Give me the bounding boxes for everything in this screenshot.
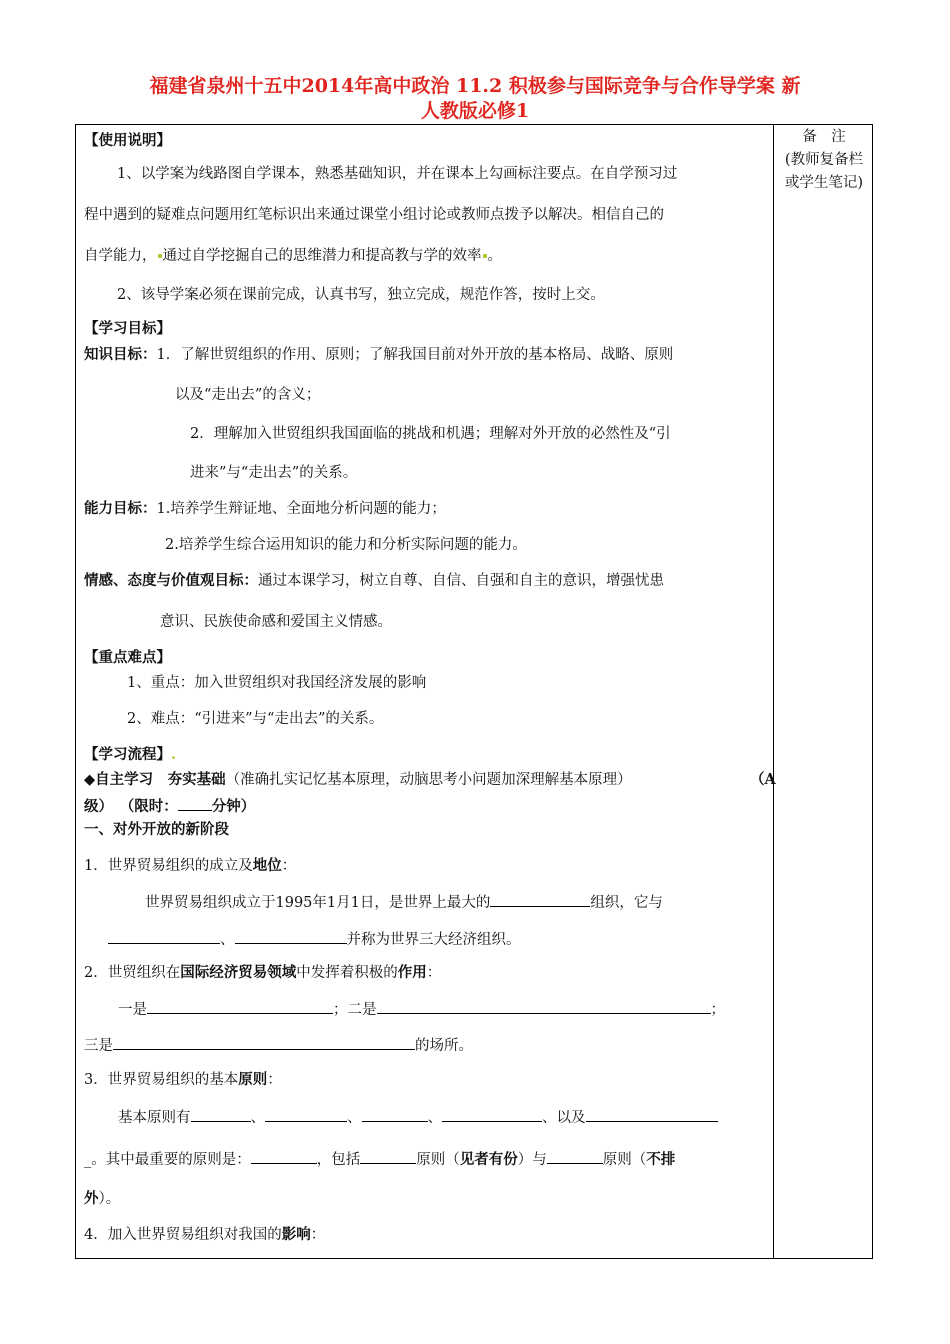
self-study-line [84, 770, 632, 790]
time-limit-line [84, 795, 255, 817]
title-line-1: 福建省泉州十五中2014年高中政治 11.2 积极参与国际竞争与合作导学案 新 [149, 75, 801, 97]
q3-blank-2[interactable] [265, 1106, 347, 1122]
level-a: （A [750, 771, 776, 788]
usage-p1-line3 [84, 246, 502, 266]
q3-heading-a: 3．世界贸易组织的基本 [84, 1072, 239, 1088]
keypoint-1: 1、重点：加入世贸组织对我国经济发展的影响 [127, 675, 427, 691]
q3-line-3-b: ）。 [98, 1191, 121, 1207]
notes-column-divider [773, 124, 774, 1259]
ability-goal-1 [84, 499, 446, 519]
emotion-goal-a [84, 571, 664, 591]
emotion-goal-a-text: 通过本课学习，树立自尊、自信、自强和自主的意识，增强忧患 [258, 573, 664, 589]
q1-line-1-b: 组织，它与 [590, 895, 663, 911]
title-line-2: 人教版必修1 [420, 100, 530, 122]
self-study-label: ◆自主学习 夯实基础 [84, 771, 226, 788]
usage-p1-line3-a: 自学能力， [84, 248, 157, 264]
q2-blank-3[interactable] [113, 1034, 415, 1050]
q3-line-1 [118, 1106, 718, 1128]
q3-blank-5[interactable] [586, 1106, 718, 1122]
time-label: （限时： [127, 798, 178, 815]
q2-heading [84, 963, 441, 983]
q1-heading [84, 856, 296, 876]
q3-heading [84, 1070, 282, 1090]
highlight-mark [158, 254, 162, 258]
q3-line-2-b: ，包括 [316, 1152, 361, 1168]
emotion-goal-b: 意识、民族使命感和爱国主义情感。 [160, 614, 392, 630]
goals-heading: 【学习目标】 [84, 320, 171, 337]
q2-heading-c: 中发挥着积极的 [296, 965, 398, 981]
q4-heading-c: ： [310, 1227, 326, 1243]
q2-heading-b: 国际经济贸易领域 [180, 964, 297, 981]
q1-line-2-b: 并称为世界三大经济组织。 [346, 932, 521, 948]
q3-line-1-a: 基本原则有 [118, 1110, 191, 1126]
usage-p1-line2: 程中遇到的疑难点问题用红笔标识出来通过课堂小组讨论或教师点拨予以解决。相信自己的 [84, 207, 664, 223]
usage-p1-line3-b: 通过自学挖掘自己的思维潜力和提高教与学的效率 [162, 248, 482, 264]
q3-line-2-g: 不排 [646, 1151, 676, 1168]
q2-heading-a: 2．世贸组织在 [84, 965, 181, 981]
notes-line-2: 或学生笔记) [784, 175, 864, 191]
q1-line-2-a: 、 [220, 932, 235, 948]
q4-heading-b: 影响 [281, 1226, 311, 1243]
keypoints-heading: 【重点难点】 [84, 649, 171, 666]
time-blank[interactable] [178, 795, 212, 811]
flow-heading-text: 【学习流程】 [84, 746, 171, 763]
q3-line-2-f: 原则（ [602, 1152, 647, 1168]
q1-line-2 [108, 928, 521, 950]
q3-blank-6[interactable] [251, 1148, 317, 1164]
q3-and-also: 、以及 [542, 1110, 586, 1126]
q3-line-3 [84, 1189, 120, 1209]
level-b: 级） [84, 798, 113, 815]
q2-second-label: ；二是 [333, 1002, 377, 1018]
knowledge-goal-1-a: 1．了解世贸组织的作用、原则；了解我国目前对外开放的基本格局、战略、原则 [156, 347, 674, 363]
keypoint-2: 2、难点：“引进来”与“走出去”的关系。 [127, 711, 384, 727]
document-title [80, 74, 870, 124]
q3-blank-4[interactable] [442, 1106, 542, 1122]
q1-heading-a: 1．世界贸易组织的成立及 [84, 858, 253, 874]
q2-third-label: 三是 [84, 1038, 113, 1054]
ability-goal-1-text: 1.培养学生辩证地、全面地分析问题的能力； [156, 501, 446, 517]
q2-first-label: 一是 [118, 1002, 147, 1018]
q2-heading-e: ： [426, 965, 442, 981]
notes-line-1: (教师复备栏 [784, 152, 864, 168]
q1-line-1-a: 世界贸易组织成立于1995年1月1日，是世界上最大的 [145, 895, 491, 911]
q3-heading-b: 原则 [238, 1071, 268, 1088]
q2-line-2 [84, 1034, 473, 1056]
q1-blank-2[interactable] [108, 928, 220, 944]
q2-place: 的场所。 [415, 1038, 473, 1054]
q1-line-1 [145, 891, 663, 913]
usage-heading: 【使用说明】 [84, 132, 171, 149]
ability-label: 能力目标： [84, 500, 157, 517]
q2-blank-1[interactable] [147, 998, 333, 1014]
usage-p1-line1: 1、以学案为线路图自学课本，熟悉基础知识，并在课本上勾画标注要点。在自学预习过 [117, 166, 678, 182]
q2-line-1-end: ； [710, 1002, 725, 1018]
section-1-heading: 一、对外开放的新阶段 [84, 821, 229, 838]
q3-line-2 [84, 1148, 675, 1170]
q2-blank-2[interactable] [377, 998, 711, 1014]
notes-column [776, 126, 872, 195]
knowledge-goal-2-a: 2．理解加入世贸组织我国面临的挑战和机遇；理解对外开放的必然性及“引 [190, 426, 671, 442]
knowledge-goal-2-b: 进来”与“走出去”的关系。 [190, 465, 358, 481]
q3-line-2-e: ）与 [517, 1152, 547, 1168]
q3-line-2-c: 原则（ [416, 1152, 460, 1168]
q3-blank-7[interactable] [360, 1148, 416, 1164]
knowledge-label: 知识目标： [84, 346, 157, 363]
q4-heading [84, 1225, 325, 1245]
q2-line-1 [118, 998, 725, 1020]
q3-line-3-a: 外 [84, 1190, 99, 1207]
q2-heading-d: 作用 [397, 964, 427, 981]
q3-blank-1[interactable] [191, 1106, 251, 1122]
notes-heading: 备 注 [802, 129, 846, 145]
q3-heading-c: ： [267, 1072, 282, 1088]
time-unit: 分钟） [211, 798, 256, 815]
q3-line-2-d: 见者有份 [459, 1151, 518, 1168]
knowledge-goal-1-b: 以及“走出去”的含义； [175, 387, 321, 403]
ability-goal-2: 2.培养学生综合运用知识的能力和分析实际问题的能力。 [165, 537, 527, 553]
q3-line-2-a: _。其中最重要的原则是： [84, 1152, 251, 1168]
emotion-label: 情感、态度与价值观目标： [84, 572, 258, 589]
flow-heading [84, 745, 176, 765]
q1-blank-1[interactable] [490, 891, 590, 907]
q1-heading-b: 地位 [252, 857, 282, 874]
highlight-mark [483, 254, 487, 258]
q3-sep-1: 、 [250, 1110, 265, 1126]
q4-heading-a: 4．加入世界贸易组织对我国的 [84, 1227, 282, 1243]
knowledge-goal-1 [84, 345, 673, 365]
q1-heading-c: ： [281, 858, 297, 874]
q3-sep-3: 、 [427, 1110, 442, 1126]
q1-blank-3[interactable] [235, 928, 347, 944]
usage-p2: 2、该导学案必须在课前完成，认真书写，独立完成，规范作答，按时上交。 [117, 287, 605, 303]
usage-p1-line3-c: 。 [487, 248, 502, 264]
flow-heading-dot: . [171, 746, 177, 763]
q3-blank-3[interactable] [362, 1106, 428, 1122]
q3-blank-8[interactable] [547, 1148, 603, 1164]
q3-sep-2: 、 [347, 1110, 362, 1126]
self-study-instruction: （准确扎实记忆基本原理，动脑思考小问题加深理解基本原理） [225, 772, 632, 788]
